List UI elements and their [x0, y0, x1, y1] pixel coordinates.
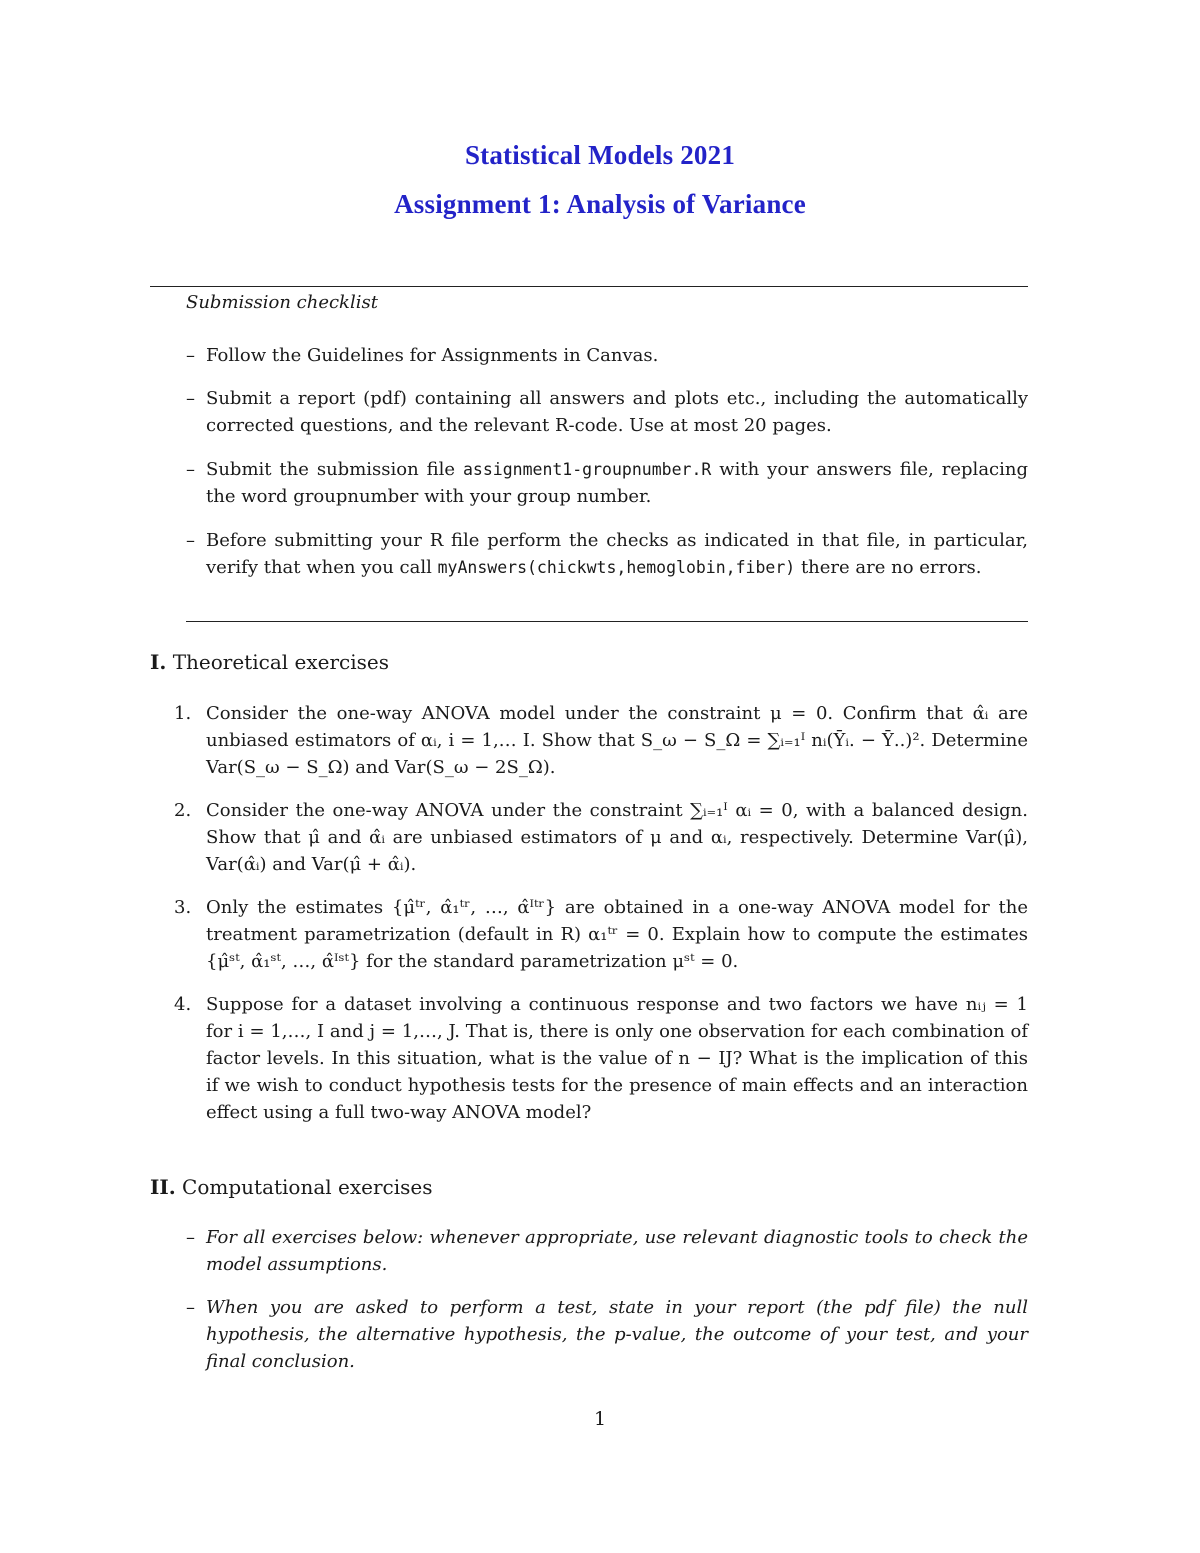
- checklist-item: – Follow the Guidelines for Assignments in Canvas.: [186, 345, 659, 366]
- exercise-item: 2. Consider the one-way ANOVA under the constraint ∑ᵢ₌₁ᴵ αᵢ = 0, with a balanced design. Show that μ̂ and α̂ᵢ are unbiased estimators of μ and αᵢ, respectively. Determine Var(μ̂), Var(α̂ᵢ) and Var(μ̂ + α̂ᵢ).: [174, 800, 1028, 875]
- filename-code: assignment1-groupnumber.R: [462, 460, 712, 479]
- section-heading-theory: I. Theoretical exercises: [150, 650, 389, 674]
- section-heading-computational: II. Computational exercises: [150, 1175, 433, 1199]
- checklist-item: – Submit a report (pdf) containing all answers and plots etc., including the automatically corrected questions, and the relevant R-code. Use at most 20 pages.: [186, 388, 1028, 436]
- exercise-item: 4. Suppose for a dataset involving a continuous response and two factors we have nᵢⱼ = 1 for i = 1,…, I and j = 1,…, J. That is, there is only one observation for each combination of factor levels. In this situation, what is the value of n − IJ? What is the implication of this if we wish to conduct hypothesis tests for the presence of main effects and an interaction effect using a full two-way ANOVA model?: [174, 994, 1028, 1123]
- function-call-code: myAnswers(chickwts,hemoglobin,fiber): [437, 558, 796, 577]
- instruction-item: – For all exercises below: whenever appropriate, use relevant diagnostic tools to check the model assumptions.: [186, 1227, 1028, 1275]
- exercise-item: 3. Only the estimates {μ̂ᵗʳ, α̂₁ᵗʳ, …, α̂ᴵᵗʳ} are obtained in a one-way ANOVA model for the treatment parametrization (default in R) α₁ᵗʳ = 0. Explain how to compute the estimates {μ̂ˢᵗ, α̂₁ˢᵗ, …, α̂ᴵˢᵗ} for the standard parametrization μˢᵗ = 0.: [174, 897, 1028, 972]
- assignment-title: Assignment 1: Analysis of Variance: [394, 189, 806, 219]
- checklist-item: – Submit the submission file assignment1-groupnumber.R with your answers file, replacing the word groupnumber with your group number.: [186, 459, 1029, 507]
- bottom-rule: [186, 621, 1028, 622]
- page-number: 1: [593, 1408, 607, 1430]
- course-title: Statistical Models 2021: [464, 140, 736, 170]
- checklist-item: – Before submitting your R file perform the checks as indicated in that file, in particular, verify that when you call myAnswers(chickwts,hemoglobin,fiber) there are no errors.: [186, 530, 1028, 578]
- top-rule: [150, 286, 1028, 287]
- instruction-item: – When you are asked to perform a test, state in your report (the pdf file) the null hypothesis, the alternative hypothesis, the p-value, the outcome of your test, and your final conclusion.: [186, 1297, 1028, 1372]
- exercise-item: 1. Consider the one-way ANOVA model under the constraint μ = 0. Confirm that α̂ᵢ are unbiased estimators of αᵢ, i = 1,… I. Show that S_ω − S_Ω = ∑ᵢ₌₁ᴵ nᵢ(Ȳᵢ. − Ȳ..)². Determine Var(S_ω − S_Ω) and Var(S_ω − 2S_Ω).: [174, 703, 1028, 778]
- checklist-heading: Submission checklist: [186, 292, 378, 313]
